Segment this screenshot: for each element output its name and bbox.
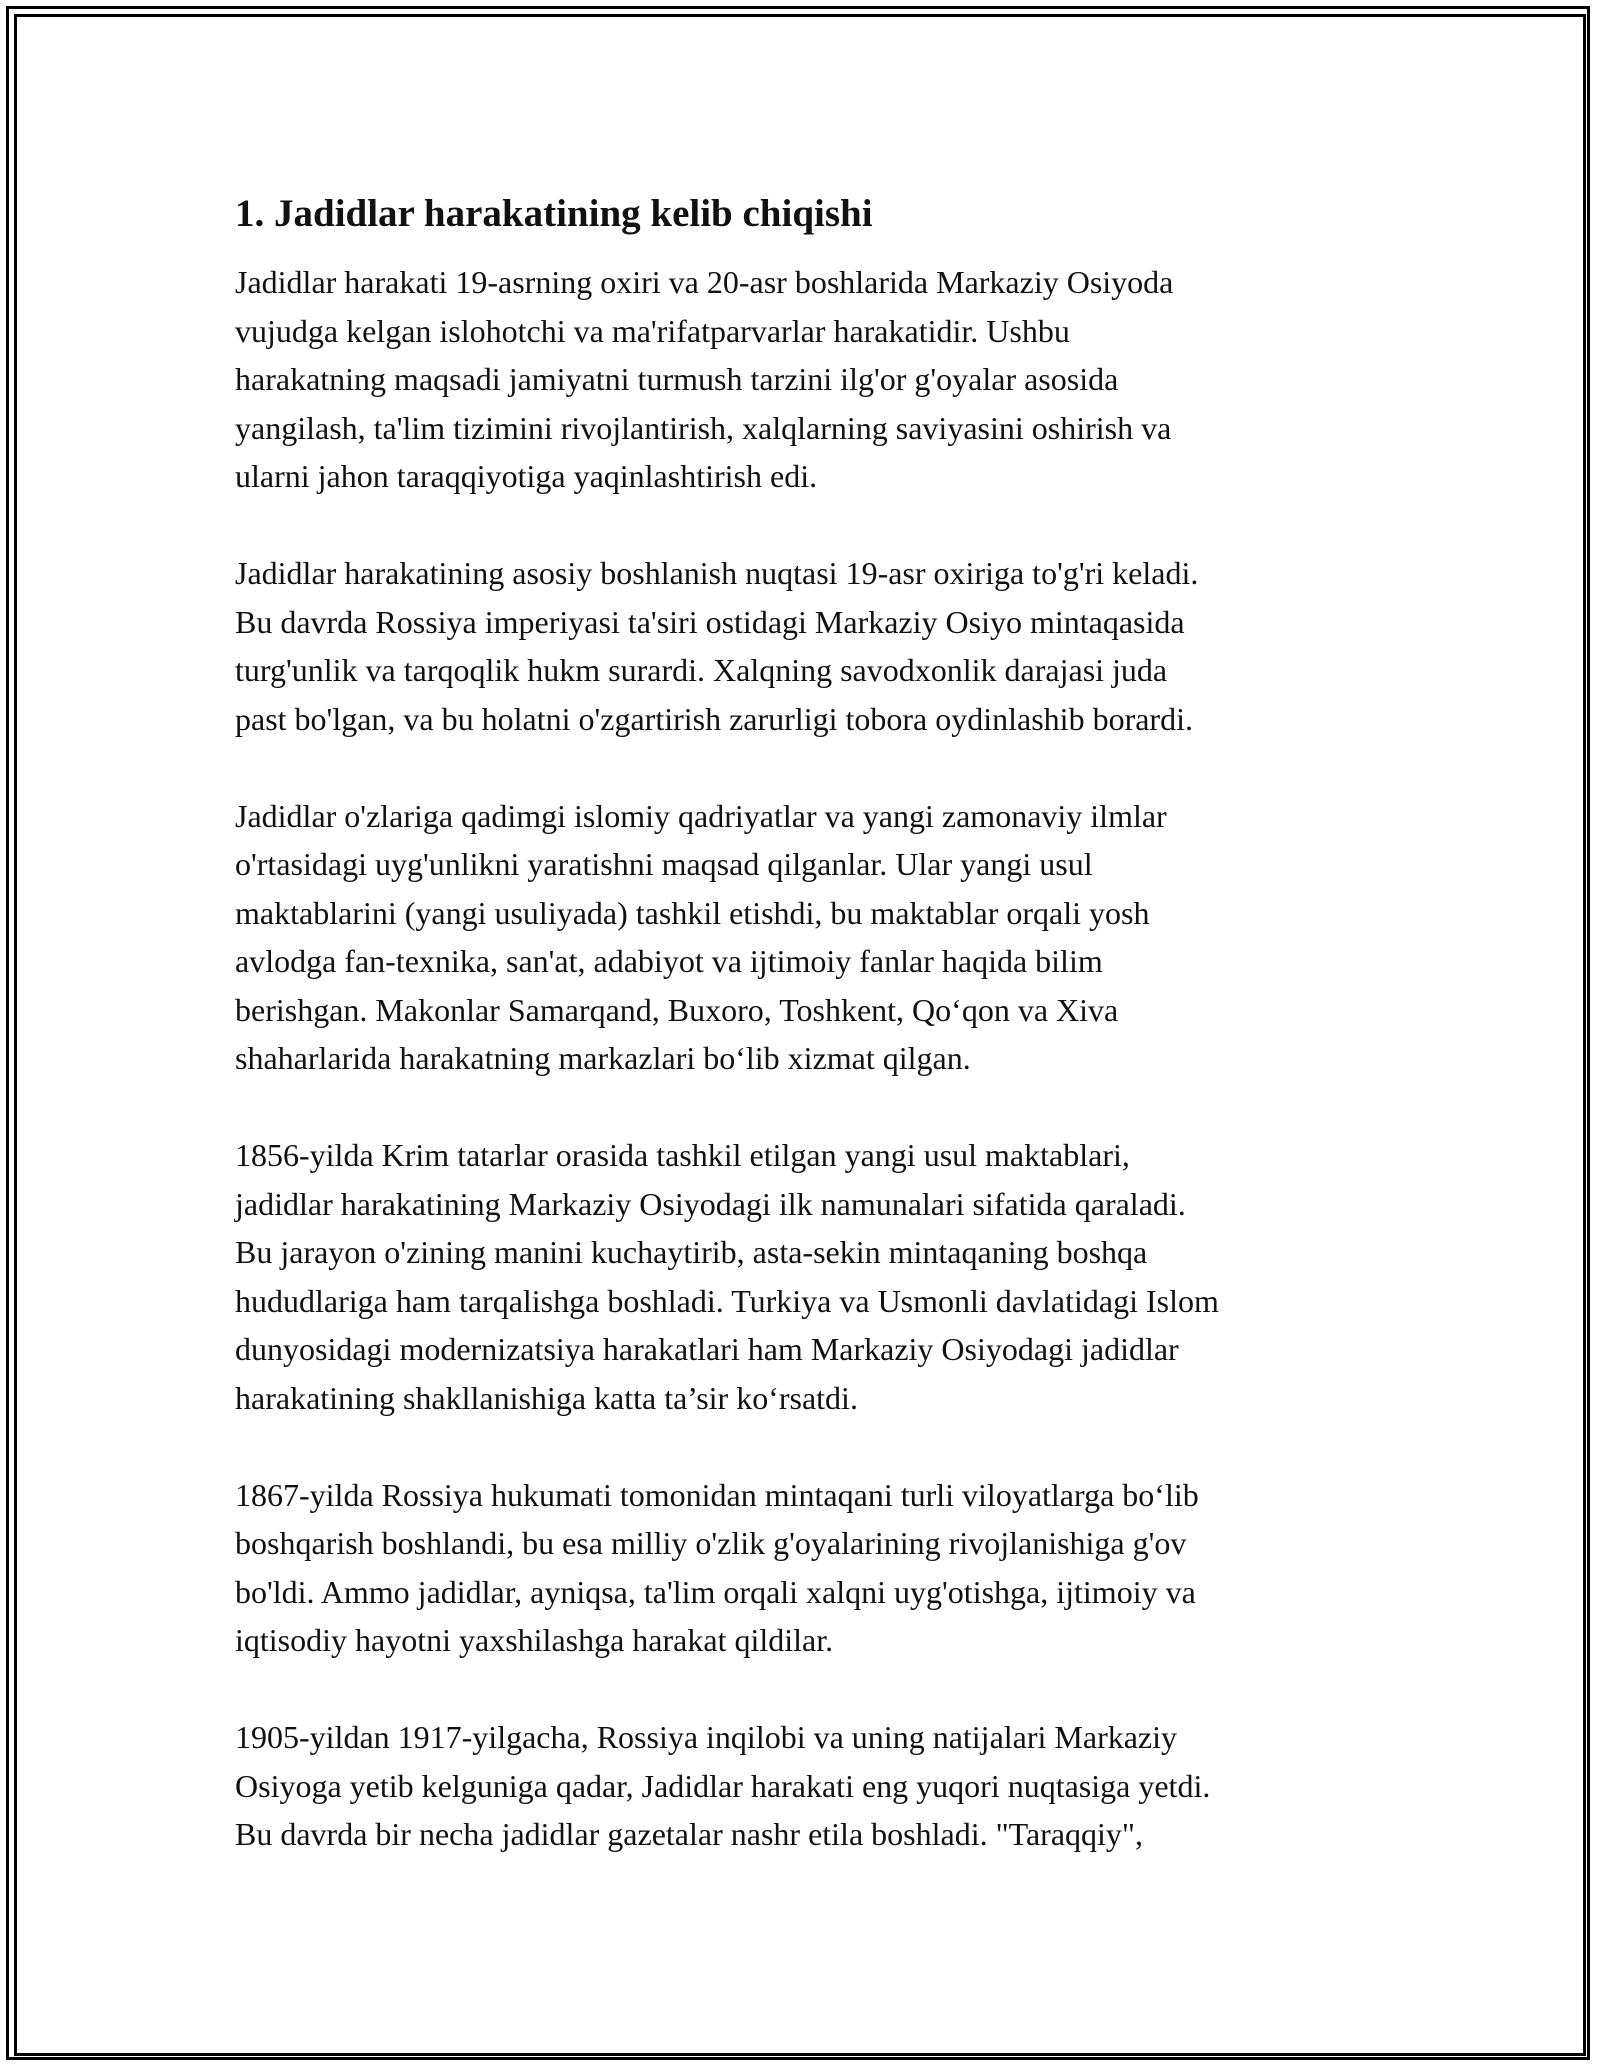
document-body (235, 190, 1375, 1907)
text-line: Bu jarayon o'zining manini kuchaytirib, asta-sekin mintaqaning boshqa (235, 1234, 1148, 1270)
paragraph-6 (235, 1713, 1375, 1859)
text-line: hududlariga ham tarqalishga boshladi. Turkiya va Usmonli davlatidagi Islom (235, 1282, 1219, 1319)
paragraph-1 (235, 258, 1375, 501)
text-line: 1867-yilda Rossiya hukumati tomonidan mintaqani turli viloyatlarga bo‘lib (235, 1476, 1199, 1513)
paragraph-5 (235, 1471, 1375, 1665)
text-line: 1905-yildan 1917-yilgacha, Rossiya inqilobi va uning natijalari Markaziy (235, 1719, 1178, 1755)
text-line: past bo'lgan, va bu holatni o'zgartirish zarurligi tobora oydinlashib borardi. (235, 700, 1193, 737)
text-line: harakatning maqsadi jamiyatni turmush tarzini ilg'or g'oyalar asosida (235, 361, 1119, 397)
section-title: 1. Jadidlar harakatining kelib chiqishi (235, 192, 873, 235)
text-line: turg'unlik va tarqoqlik hukm surardi. Xalqning savodxonlik darajasi juda (235, 652, 1168, 688)
text-line: jadidlar harakatining Markaziy Osiyodagi ilk namunalari sifatida qaraladi. (235, 1185, 1186, 1222)
text-line: Bu davrda bir necha jadidlar gazetalar nashr etila boshladi. "Taraqqiy", (235, 1816, 1143, 1852)
text-line: maktablarini (yangi usuliyada) tashkil etishdi, bu maktablar orqali yosh (235, 894, 1150, 931)
text-line: avlodga fan-texnika, san'at, adabiyot va ijtimoiy fanlar haqida bilim (235, 943, 1103, 979)
text-line: berishgan. Makonlar Samarqand, Buxoro, Toshkent, Qo‘qon va Xiva (235, 991, 1119, 1028)
paragraph-2 (235, 549, 1375, 743)
text-line: bo'ldi. Ammo jadidlar, ayniqsa, ta'lim orqali xalqni uyg'otishga, ijtimoiy va (235, 1573, 1196, 1610)
text-line: Jadidlar harakati 19-asrning oxiri va 20-asr boshlarida Markaziy Osiyoda (235, 264, 1174, 300)
text-line: boshqarish boshlandi, bu esa milliy o'zlik g'oyalarining rivojlanishiga g'ov (235, 1525, 1187, 1561)
text-line: Bu davrda Rossiya imperiyasi ta'siri ostidagi Markaziy Osiyo mintaqasida (235, 603, 1185, 640)
text-line: harakatining shakllanishiga katta ta’sir ko‘rsatdi. (235, 1379, 858, 1416)
text-line: Jadidlar harakatining asosiy boshlanish nuqtasi 19-asr oxiriga to'g'ri keladi. (235, 555, 1199, 591)
text-line: dunyosidagi modernizatsiya harakatlari ham Markaziy Osiyodagi jadidlar (235, 1331, 1179, 1367)
paragraph-3 (235, 792, 1375, 1083)
text-line: yangilash, ta'lim tizimini rivojlantirish, xalqlarning saviyasini oshirish va (235, 409, 1172, 446)
text-line: iqtisodiy hayotni yaxshilashga harakat qildilar. (235, 1622, 834, 1658)
text-line: Osiyoga yetib kelguniga qadar, Jadidlar harakati eng yuqori nuqtasiga yetdi. (235, 1767, 1211, 1804)
text-line: Jadidlar o'zlariga qadimgi islomiy qadriyatlar va yangi zamonaviy ilmlar (235, 797, 1167, 834)
text-line: vujudga kelgan islohotchi va ma'rifatparvarlar harakatidir. Ushbu (235, 312, 1070, 349)
text-line: shaharlarida harakatning markazlari bo‘lib xizmat qilgan. (235, 1040, 971, 1076)
text-line: ularni jahon taraqqiyotiga yaqinlashtirish edi. (235, 458, 818, 494)
text-line: 1856-yilda Krim tatarlar orasida tashkil etilgan yangi usul maktablari, (235, 1137, 1130, 1173)
text-line: o'rtasidagi uyg'unlikni yaratishni maqsad qilganlar. Ular yangi usul (235, 846, 1093, 882)
paragraph-4 (235, 1131, 1375, 1422)
